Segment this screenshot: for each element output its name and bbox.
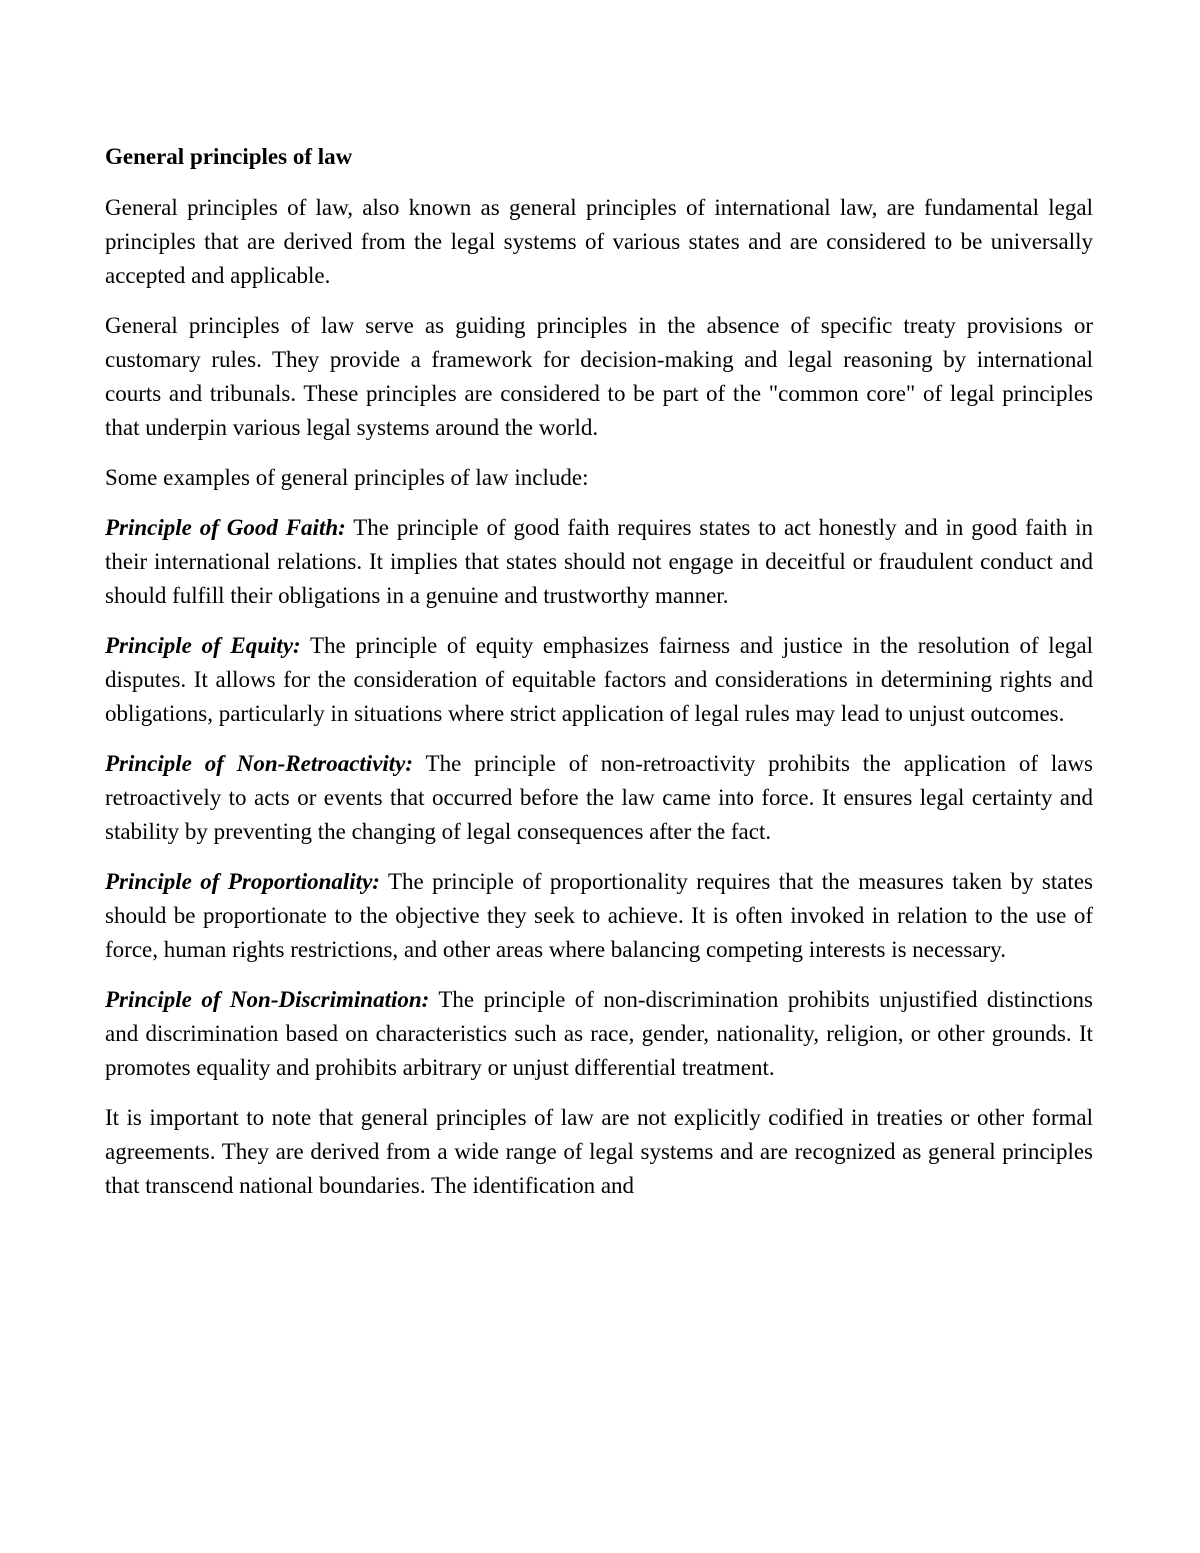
document-title: General principles of law — [105, 144, 353, 169]
principle-name: Principle of Proportionality: — [105, 869, 380, 894]
principle-paragraph — [105, 983, 1093, 1085]
principle-name: Principle of Good Faith: — [105, 515, 346, 540]
principle-paragraph — [105, 747, 1093, 849]
principle-paragraph — [105, 865, 1093, 967]
examples-intro: Some examples of general principles of law include: — [105, 465, 589, 490]
principle-paragraph — [105, 629, 1093, 731]
principle-text: The principle of non-discrimination prohibits unjustified distinctions and discrimination based on characteristics such as race, gender, nationality, religion, or other grounds. It promotes equality and prohibits arbitrary or unjust differential treatment. — [105, 987, 1093, 1080]
intro-paragraph: General principles of law, also known as general principles of international law, are fundamental legal principles that are derived from the legal systems of various states and are considered to be universally accepted and applicable. — [105, 195, 1093, 288]
principle-paragraph — [105, 511, 1093, 613]
document-page — [105, 140, 1093, 1219]
principle-text: The principle of proportionality requires that the measures taken by states should be proportionate to the objective they seek to achieve. It is often invoked in relation to the use of force, human rights restrictions, and other areas where balancing competing interests is necessary. — [105, 869, 1093, 962]
principle-text: The principle of good faith requires states to act honestly and in good faith in their international relations. It implies that states should not engage in deceitful or fraudulent conduct and should fulfill their obligations in a genuine and trustworthy manner. — [105, 515, 1093, 608]
principle-name: Principle of Equity: — [105, 633, 301, 658]
intro-paragraph: General principles of law serve as guiding principles in the absence of specific treaty provisions or customary rules. They provide a framework for decision-making and legal reasoning by international courts and tribunals. These principles are considered to be part of the "common core" of legal principles that underpin various legal systems around the world. — [105, 313, 1093, 440]
principle-name: Principle of Non-Retroactivity: — [105, 751, 414, 776]
principle-text: The principle of non-retroactivity prohibits the application of laws retroactively to acts or events that occurred before the law came into force. It ensures legal certainty and stability by preventing the changing of legal consequences after the fact. — [105, 751, 1093, 844]
closing-paragraph: It is important to note that general principles of law are not explicitly codified in treaties or other formal agreements. They are derived from a wide range of legal systems and are recognized as general principles that transcend national boundaries. The identification and — [105, 1105, 1093, 1198]
principle-name: Principle of Non-Discrimination: — [105, 987, 430, 1012]
principle-text: The principle of equity emphasizes fairness and justice in the resolution of legal disputes. It allows for the consideration of equitable factors and considerations in determining rights and obligations, particularly in situations where strict application of legal rules may lead to unjust outcomes. — [105, 633, 1093, 726]
